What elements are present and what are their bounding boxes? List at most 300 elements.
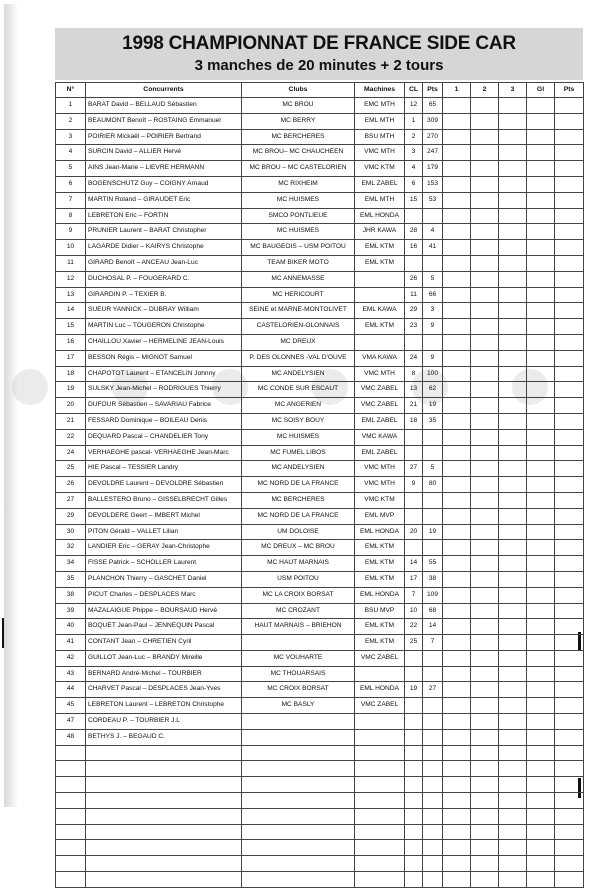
machine-cell [355, 271, 405, 287]
classement-cell [405, 714, 423, 730]
empty-score-cell [499, 255, 527, 271]
empty-cell [355, 808, 405, 824]
empty-score-cell [555, 224, 584, 240]
empty-score-cell [443, 587, 471, 603]
points-cell [423, 650, 443, 666]
empty-score-cell [471, 556, 499, 572]
empty-score-cell [499, 603, 527, 619]
empty-score-cell [499, 429, 527, 445]
machine-cell: EML HONDA [355, 587, 405, 603]
machine-cell: VMC MTH [355, 145, 405, 161]
empty-cell [405, 872, 423, 888]
empty-score-cell [471, 698, 499, 714]
table-row [56, 319, 584, 335]
rider-number-cell: 42 [56, 650, 86, 666]
empty-cell [242, 793, 355, 809]
club-name-cell: MC NORD DE LA FRANCE [242, 508, 355, 524]
classement-cell [405, 334, 423, 350]
club-name-cell: UM DOLOISE [242, 524, 355, 540]
empty-score-cell [527, 635, 555, 651]
empty-score-cell [499, 635, 527, 651]
rider-number-cell: 47 [56, 714, 86, 730]
empty-score-cell [527, 429, 555, 445]
rider-names-cell: FISSE Patrick – SCHOLLER Laurent [86, 556, 242, 572]
rider-number-cell: 10 [56, 240, 86, 256]
rider-names-cell: DEVOLDRE Laurent – DEVOLDRE Sébastien [86, 477, 242, 493]
table-row [56, 571, 584, 587]
empty-score-cell [555, 603, 584, 619]
scan-mark [2, 618, 4, 648]
empty-score-cell [555, 176, 584, 192]
machine-cell: VMC MTH [355, 366, 405, 382]
rider-number-cell: 44 [56, 682, 86, 698]
empty-score-cell [471, 145, 499, 161]
classement-cell: 22 [405, 619, 423, 635]
empty-score-cell [499, 303, 527, 319]
empty-score-cell [471, 461, 499, 477]
empty-score-cell [471, 492, 499, 508]
rider-number-cell: 4 [56, 145, 86, 161]
empty-cell [86, 761, 242, 777]
table-row [56, 461, 584, 477]
points-cell: 55 [423, 556, 443, 572]
empty-cell [242, 777, 355, 793]
col-pts-header: Pts [423, 83, 443, 98]
empty-cell [443, 745, 471, 761]
empty-score-cell [555, 666, 584, 682]
empty-score-cell [555, 508, 584, 524]
club-name-cell: P. DES OLONNES -VAL D'OUVE [242, 350, 355, 366]
machine-cell: EML KTM [355, 240, 405, 256]
points-cell: 19 [423, 524, 443, 540]
rider-names-cell: DEQUARD Pascal – CHANDELIER Tony [86, 429, 242, 445]
empty-cell [443, 872, 471, 888]
empty-cell [555, 856, 584, 872]
rider-number-cell: 13 [56, 287, 86, 303]
empty-score-cell [443, 334, 471, 350]
empty-cell [56, 745, 86, 761]
machine-cell: VMC MTH [355, 461, 405, 477]
empty-score-cell [555, 413, 584, 429]
rider-number-cell: 15 [56, 319, 86, 335]
club-name-cell: SEINE et MARNE-MONTOLIVET [242, 303, 355, 319]
empty-score-cell [527, 729, 555, 745]
club-name-cell: MC BROU [242, 98, 355, 114]
empty-score-cell [527, 398, 555, 414]
empty-score-cell [499, 714, 527, 730]
empty-cell [355, 840, 405, 856]
rider-names-cell: AINS Jean-Marie – LIEVRE HERMANN [86, 161, 242, 177]
empty-score-cell [555, 319, 584, 335]
rider-names-cell: BEAUMONT Benoît – ROSTAING Emmanuel [86, 113, 242, 129]
club-name-cell [242, 635, 355, 651]
empty-cell [355, 761, 405, 777]
empty-score-cell [471, 666, 499, 682]
table-row [56, 145, 584, 161]
page-binding-shadow [4, 4, 18, 807]
points-cell: 66 [423, 287, 443, 303]
rider-number-cell: 19 [56, 382, 86, 398]
empty-score-cell [443, 176, 471, 192]
classement-cell: 1 [405, 113, 423, 129]
empty-cell [423, 856, 443, 872]
empty-score-cell [527, 208, 555, 224]
empty-score-cell [471, 350, 499, 366]
rider-names-cell: MAZALAIGUE Phippe – BOURSAUD Hervé [86, 603, 242, 619]
empty-row [56, 745, 584, 761]
empty-score-cell [499, 524, 527, 540]
col-manche-2-header: 2 [471, 83, 499, 98]
machine-cell [355, 666, 405, 682]
classement-cell: 15 [405, 192, 423, 208]
empty-cell [242, 856, 355, 872]
empty-cell [355, 824, 405, 840]
empty-score-cell [443, 492, 471, 508]
club-name-cell: SMCO PONTLIEUE [242, 208, 355, 224]
club-name-cell: MC THOUARSAIS [242, 666, 355, 682]
empty-cell [405, 856, 423, 872]
classement-cell: 7 [405, 587, 423, 603]
table-row [56, 477, 584, 493]
rider-number-cell: 9 [56, 224, 86, 240]
empty-score-cell [499, 556, 527, 572]
empty-score-cell [555, 635, 584, 651]
club-name-cell: USM POITOU [242, 571, 355, 587]
empty-score-cell [527, 113, 555, 129]
machine-cell: EML KTM [355, 255, 405, 271]
machine-cell: VMC ZABEL [355, 398, 405, 414]
club-name-cell: MC CONDE SUR ESCAUT [242, 382, 355, 398]
empty-cell [355, 777, 405, 793]
empty-cell [355, 856, 405, 872]
empty-cell [242, 824, 355, 840]
empty-cell [555, 745, 584, 761]
rider-number-cell: 45 [56, 698, 86, 714]
title-banner [55, 28, 583, 80]
points-cell: 109 [423, 587, 443, 603]
table-row [56, 129, 584, 145]
machine-cell: EML KTM [355, 540, 405, 556]
rider-number-cell: 30 [56, 524, 86, 540]
table-row [56, 666, 584, 682]
table-row [56, 556, 584, 572]
empty-score-cell [499, 571, 527, 587]
empty-cell [405, 824, 423, 840]
classement-cell [405, 540, 423, 556]
empty-cell [423, 777, 443, 793]
classement-cell: 24 [405, 350, 423, 366]
classement-cell: 18 [405, 413, 423, 429]
empty-score-cell [471, 192, 499, 208]
table-row [56, 382, 584, 398]
empty-score-cell [443, 350, 471, 366]
machine-cell: EML KTM [355, 619, 405, 635]
points-cell: 153 [423, 176, 443, 192]
empty-score-cell [555, 571, 584, 587]
empty-score-cell [471, 366, 499, 382]
points-cell [423, 429, 443, 445]
points-cell: 19 [423, 398, 443, 414]
empty-cell [555, 840, 584, 856]
empty-score-cell [527, 524, 555, 540]
empty-score-cell [499, 461, 527, 477]
points-cell [423, 334, 443, 350]
empty-cell [56, 777, 86, 793]
rider-number-cell: 5 [56, 161, 86, 177]
empty-row [56, 793, 584, 809]
empty-score-cell [499, 729, 527, 745]
empty-score-cell [471, 571, 499, 587]
empty-cell [405, 793, 423, 809]
empty-score-cell [527, 445, 555, 461]
classement-cell [405, 445, 423, 461]
club-name-cell: MC LA CROIX BORSAT [242, 587, 355, 603]
classement-cell [405, 666, 423, 682]
points-cell: 53 [423, 192, 443, 208]
empty-score-cell [443, 556, 471, 572]
points-cell: 5 [423, 271, 443, 287]
club-name-cell: MC ANDELYSIEN [242, 366, 355, 382]
empty-score-cell [555, 350, 584, 366]
empty-cell [499, 840, 527, 856]
empty-score-cell [499, 398, 527, 414]
empty-score-cell [527, 224, 555, 240]
empty-score-cell [499, 508, 527, 524]
empty-cell [443, 777, 471, 793]
empty-score-cell [527, 650, 555, 666]
points-cell [423, 698, 443, 714]
empty-cell [443, 856, 471, 872]
col-cl-header: CL [405, 83, 423, 98]
table-row [56, 98, 584, 114]
club-name-cell: MC HUISMES [242, 429, 355, 445]
empty-row [56, 856, 584, 872]
table-row [56, 287, 584, 303]
empty-score-cell [527, 477, 555, 493]
empty-cell [527, 777, 555, 793]
empty-score-cell [527, 303, 555, 319]
empty-score-cell [527, 461, 555, 477]
empty-score-cell [555, 540, 584, 556]
empty-score-cell [471, 319, 499, 335]
empty-cell [242, 761, 355, 777]
empty-cell [471, 824, 499, 840]
points-cell: 14 [423, 619, 443, 635]
rider-number-cell: 40 [56, 619, 86, 635]
club-name-cell: MC DREUX [242, 334, 355, 350]
points-cell: 7 [423, 635, 443, 651]
classement-cell: 11 [405, 287, 423, 303]
empty-cell [423, 824, 443, 840]
club-name-cell: MC BERRY [242, 113, 355, 129]
club-name-cell: MC ANNEMASSE [242, 271, 355, 287]
table-row [56, 208, 584, 224]
table-row [56, 603, 584, 619]
machine-cell: VMA KAWA [355, 350, 405, 366]
points-cell [423, 666, 443, 682]
club-name-cell: MC HAUT MARNAIS [242, 556, 355, 572]
empty-score-cell [443, 650, 471, 666]
machine-cell: EMC MTH [355, 98, 405, 114]
club-name-cell: TEAM BIKER MOTO [242, 255, 355, 271]
classement-cell: 4 [405, 161, 423, 177]
machine-cell: VMC MTH [355, 477, 405, 493]
empty-cell [405, 808, 423, 824]
machine-cell: EML MVP [355, 508, 405, 524]
rider-names-cell: BARAT David – BELLAUD Sébastien [86, 98, 242, 114]
rider-number-cell: 21 [56, 413, 86, 429]
classement-cell: 17 [405, 571, 423, 587]
classement-cell: 23 [405, 319, 423, 335]
classement-cell: 2 [405, 129, 423, 145]
empty-score-cell [443, 98, 471, 114]
empty-cell [86, 840, 242, 856]
rider-number-cell: 16 [56, 334, 86, 350]
rider-number-cell: 22 [56, 429, 86, 445]
col-clubs-header: Clubs [242, 83, 355, 98]
empty-score-cell [555, 334, 584, 350]
machine-cell: EML MTH [355, 113, 405, 129]
empty-score-cell [443, 129, 471, 145]
empty-score-cell [527, 587, 555, 603]
club-name-cell: MC SOISY BOUY [242, 413, 355, 429]
empty-cell [527, 808, 555, 824]
classement-cell [405, 492, 423, 508]
rider-number-cell: 12 [56, 271, 86, 287]
empty-cell [242, 745, 355, 761]
rider-number-cell: 2 [56, 113, 86, 129]
empty-score-cell [555, 682, 584, 698]
classement-cell: 3 [405, 145, 423, 161]
classement-cell [405, 698, 423, 714]
empty-cell [471, 761, 499, 777]
empty-score-cell [555, 129, 584, 145]
empty-cell [86, 777, 242, 793]
empty-score-cell [443, 255, 471, 271]
machine-cell: EML HONDA [355, 208, 405, 224]
empty-score-cell [555, 461, 584, 477]
empty-score-cell [471, 398, 499, 414]
empty-cell [499, 808, 527, 824]
empty-cell [423, 793, 443, 809]
machine-cell: JHR KAWA [355, 224, 405, 240]
empty-score-cell [555, 587, 584, 603]
empty-cell [499, 793, 527, 809]
table-row [56, 161, 584, 177]
rider-names-cell: VERHAEGHE pascal- VERHAEGHE Jean-Marc [86, 445, 242, 461]
empty-row [56, 777, 584, 793]
rider-names-cell: POIRIER Mickaël – POIRIER Bertrand [86, 129, 242, 145]
machine-cell: EML KTM [355, 571, 405, 587]
classement-cell: 13 [405, 382, 423, 398]
empty-cell [86, 824, 242, 840]
rider-number-cell: 32 [56, 540, 86, 556]
points-cell: 179 [423, 161, 443, 177]
empty-score-cell [527, 98, 555, 114]
empty-score-cell [555, 303, 584, 319]
empty-cell [86, 745, 242, 761]
machine-cell: EML ZABEL [355, 176, 405, 192]
empty-score-cell [443, 698, 471, 714]
empty-score-cell [555, 113, 584, 129]
empty-cell [443, 808, 471, 824]
machine-cell: BSU MVP [355, 603, 405, 619]
empty-score-cell [471, 176, 499, 192]
empty-cell [242, 840, 355, 856]
empty-score-cell [555, 429, 584, 445]
machine-cell: VMC KTM [355, 492, 405, 508]
rider-number-cell: 35 [56, 571, 86, 587]
rider-names-cell: SULSKY Jean-Michel – RODRIGUES Thierry [86, 382, 242, 398]
empty-cell [56, 761, 86, 777]
club-name-cell: MC CROZANT [242, 603, 355, 619]
machine-cell: VMC ZABEL [355, 382, 405, 398]
rider-names-cell: CHAILLOU Xavier – HERMELINE JEAN-Louis [86, 334, 242, 350]
empty-score-cell [499, 477, 527, 493]
empty-score-cell [499, 492, 527, 508]
club-name-cell: MC DREUX – MC BROU [242, 540, 355, 556]
col-number-header: N° [56, 83, 86, 98]
empty-cell [499, 761, 527, 777]
points-cell: 4 [423, 224, 443, 240]
empty-score-cell [527, 492, 555, 508]
empty-score-cell [471, 650, 499, 666]
empty-score-cell [443, 366, 471, 382]
empty-score-cell [555, 382, 584, 398]
empty-score-cell [527, 666, 555, 682]
empty-cell [443, 793, 471, 809]
classement-cell: 16 [405, 240, 423, 256]
empty-score-cell [499, 240, 527, 256]
empty-score-cell [527, 682, 555, 698]
empty-score-cell [443, 729, 471, 745]
empty-score-cell [443, 619, 471, 635]
classement-cell: 9 [405, 477, 423, 493]
empty-cell [443, 840, 471, 856]
empty-score-cell [499, 350, 527, 366]
empty-score-cell [555, 524, 584, 540]
classement-cell [405, 650, 423, 666]
empty-score-cell [527, 413, 555, 429]
table-row [56, 413, 584, 429]
empty-cell [555, 824, 584, 840]
table-row [56, 650, 584, 666]
empty-score-cell [499, 145, 527, 161]
empty-score-cell [471, 714, 499, 730]
empty-cell [405, 761, 423, 777]
empty-score-cell [555, 287, 584, 303]
rider-names-cell: BERNARD André-Michel – TOURBIER [86, 666, 242, 682]
rider-number-cell: 29 [56, 508, 86, 524]
rider-names-cell: DUFOUR Sébastien – SAVARIAU Fabrice [86, 398, 242, 414]
empty-score-cell [443, 635, 471, 651]
empty-score-cell [499, 176, 527, 192]
empty-score-cell [443, 271, 471, 287]
points-cell [423, 492, 443, 508]
rider-names-cell: BESSON Régis – MIGNOT Samuel [86, 350, 242, 366]
empty-score-cell [471, 129, 499, 145]
club-name-cell: MC HUISMES [242, 192, 355, 208]
empty-score-cell [499, 113, 527, 129]
classement-cell: 21 [405, 398, 423, 414]
table-row [56, 113, 584, 129]
empty-score-cell [555, 492, 584, 508]
rider-names-cell: PITON Gérald – VALLET Lilian [86, 524, 242, 540]
rider-names-cell: SUEUR YANNICK – DUBRAY William [86, 303, 242, 319]
empty-score-cell [499, 650, 527, 666]
empty-score-cell [443, 161, 471, 177]
empty-cell [555, 793, 584, 809]
